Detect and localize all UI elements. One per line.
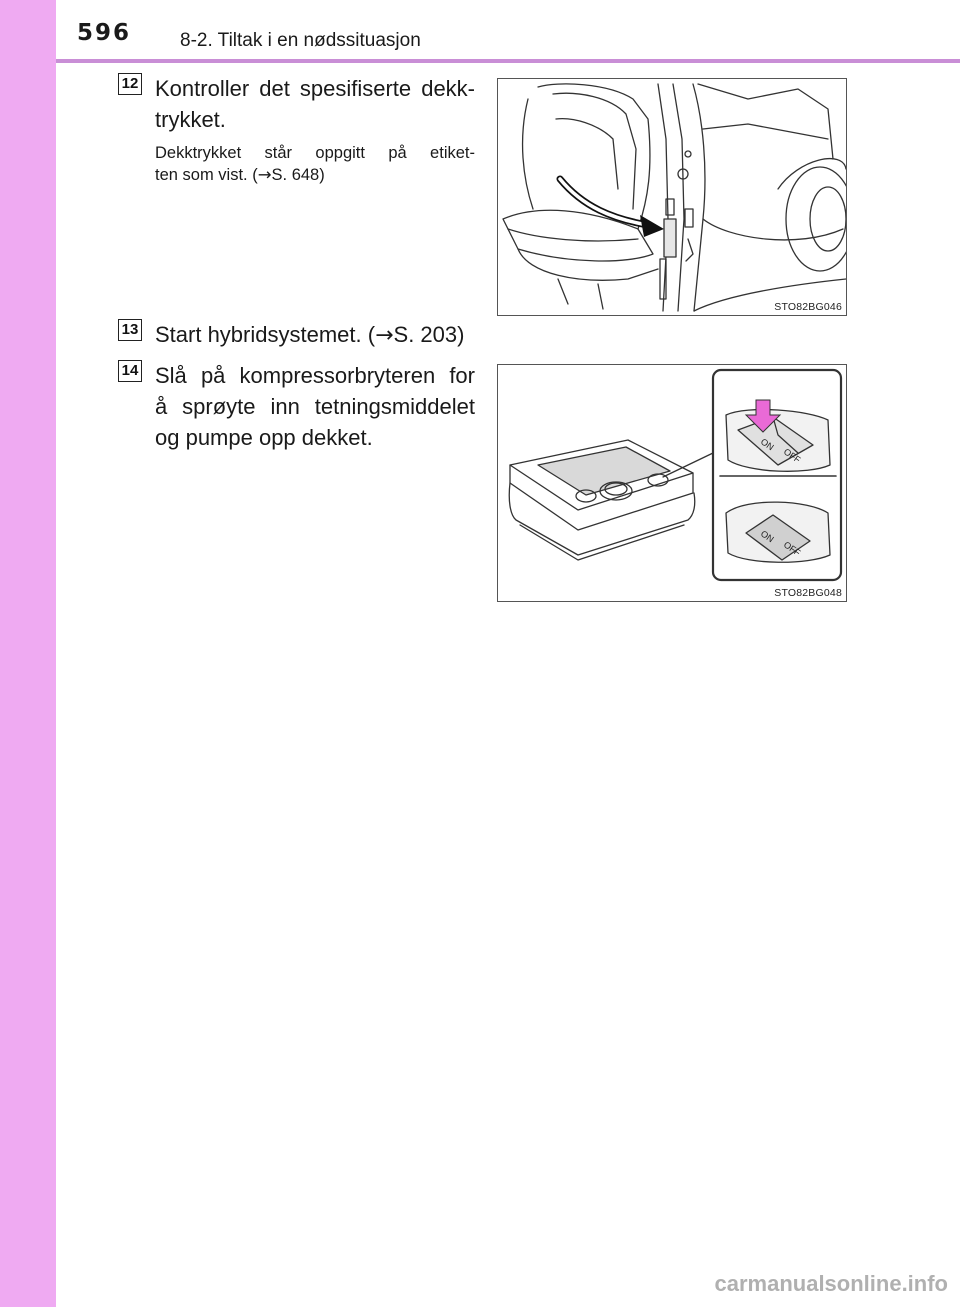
step-number-12: 12 <box>118 73 142 95</box>
step-14-text-line1: Slå på kompressorbryteren for <box>155 363 475 388</box>
step-number-13: 13 <box>118 319 142 341</box>
switch-off-label-top: OFF <box>781 446 803 465</box>
page-number: 596 <box>77 20 132 46</box>
header-divider <box>56 59 960 63</box>
section-title: 8-2. Tiltak i en nødssituasjon <box>180 30 421 51</box>
switch-on-label-top: ON <box>758 436 776 453</box>
page-reference-648[interactable]: S. 648) <box>271 166 325 184</box>
step-12-text-line2: trykket. <box>155 107 226 132</box>
figure-code-label: STO82BG046 <box>774 301 842 313</box>
door-pillar-illustration <box>498 79 846 315</box>
step-14-text-line2: å sprøyte inn tetningsmiddelet <box>155 394 475 419</box>
switch-off-label-bottom: OFF <box>781 539 803 558</box>
reference-arrow-icon: → <box>375 323 394 348</box>
reference-arrow-icon: → <box>257 165 272 184</box>
step-12-note-line1: Dekktrykket står oppgitt på etiket- <box>155 144 475 162</box>
step-14-text-line3: og pumpe opp dekket. <box>155 425 373 450</box>
step-12-text-line1: Kontroller det spesifiserte dekk- <box>155 76 475 101</box>
step-12-note-line2: ten som vist. (→S. 648) <box>155 165 325 184</box>
compressor-switch-illustration <box>498 365 846 601</box>
figure-compressor-switch <box>497 364 847 602</box>
side-color-band <box>0 0 56 1307</box>
step-13-text: Start hybridsystemet. (→S. 203) <box>155 322 465 348</box>
watermark: carmanualsonline.info <box>714 1271 948 1296</box>
switch-on-label-bottom: ON <box>758 528 776 545</box>
step-number-14: 14 <box>118 360 142 382</box>
figure-door-pillar-label <box>497 78 847 316</box>
page-reference-203[interactable]: S. 203) <box>393 322 465 347</box>
figure-code-label: STO82BG048 <box>774 587 842 599</box>
